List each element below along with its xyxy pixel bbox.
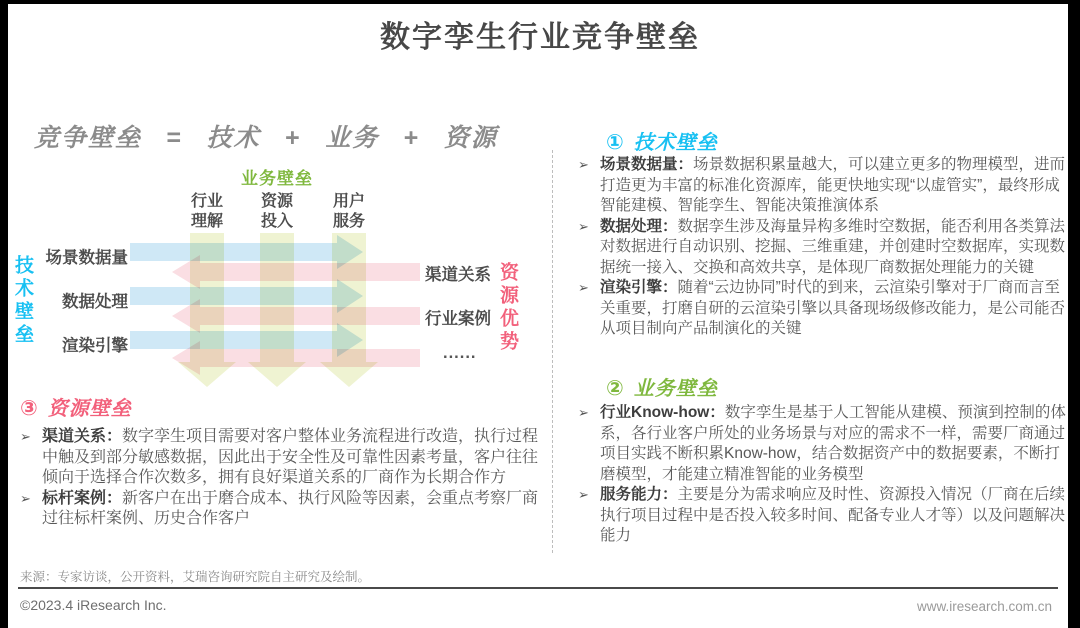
list-item-text bbox=[600, 403, 1072, 485]
source-note: 来源：专家访谈，公开资料，艾瑞咨询研究院自主研究及绘制。 bbox=[20, 570, 371, 584]
list-item-text bbox=[600, 155, 1072, 217]
arrow-bullet-icon: ➢ bbox=[578, 280, 589, 295]
list-item bbox=[578, 403, 1072, 485]
list-item bbox=[20, 427, 543, 489]
list-item-text bbox=[42, 489, 543, 530]
item-desc: 新客户在出于磨合成本、执行风险等因素，会重点考察厂商过往标杆案例、历史合作客户 bbox=[42, 489, 539, 527]
circled-number-2-icon: ② bbox=[606, 377, 625, 400]
list-item-text bbox=[600, 217, 1072, 279]
list-item bbox=[20, 489, 543, 530]
item-term: 场景数据量： bbox=[600, 156, 694, 173]
section-heading-resource-barrier bbox=[20, 392, 132, 421]
column-label-line: 投入 bbox=[260, 212, 293, 230]
vertical-dashed-divider bbox=[552, 150, 553, 553]
item-desc: 数字孪生是基于人工智能从建模、预演到控制的体系，各行业客户所处的业务场景与对应的需求不一样，需要厂商通过项目实践不断积累Know-how，结合数据资产中的数据要素，不断打磨模型，才能建立精准智能的业务模型 bbox=[600, 404, 1066, 483]
resource-row-label: 渠道关系 bbox=[425, 266, 491, 284]
business-barrier-label: 业务壁垒 bbox=[241, 169, 313, 188]
item-term: 标杆案例： bbox=[42, 489, 123, 507]
list-item-text bbox=[600, 485, 1072, 547]
column-label-line: 理解 bbox=[190, 212, 223, 230]
item-term: 渠道关系： bbox=[42, 428, 123, 445]
column-label-line: 行业 bbox=[190, 193, 223, 210]
item-term: 渲染引擎： bbox=[600, 279, 678, 296]
item-term: 行业Know-how： bbox=[600, 404, 725, 421]
formula-term: 业务 bbox=[325, 124, 380, 152]
plus-sign: + bbox=[403, 124, 420, 152]
column-label-industry-understanding bbox=[172, 192, 242, 231]
list-item-text bbox=[42, 427, 543, 489]
section-title: 资源壁垒 bbox=[47, 398, 132, 420]
item-term: 数据处理： bbox=[600, 217, 678, 235]
formula-term: 竞争壁垒 bbox=[34, 124, 143, 152]
section-heading-tech-barrier bbox=[606, 126, 718, 155]
page-border-left bbox=[0, 0, 8, 628]
formula-term: 技术 bbox=[206, 124, 261, 152]
page-title: 数字孪生行业竞争壁垒 bbox=[380, 21, 700, 54]
arrow-bullet-icon: ➢ bbox=[578, 157, 589, 172]
page-border-top bbox=[0, 0, 1080, 4]
equals-sign: = bbox=[166, 124, 183, 152]
column-label-line: 资源 bbox=[260, 193, 293, 210]
resource-barrier-list bbox=[20, 427, 543, 530]
list-item bbox=[578, 217, 1072, 279]
column-label-resource-investment bbox=[242, 192, 312, 231]
item-desc: 场景数据积累量越大，可以建立更多的物理模型，进而打造更为丰富的标准化资源库，能更快地实现“以虚管实”，最终形成智能建模、智能孪生、智能决策推演体系 bbox=[600, 156, 1066, 214]
resource-advantage-axis-label: 资源优势 bbox=[497, 262, 518, 354]
arrow-bullet-icon: ➢ bbox=[578, 218, 589, 234]
tech-barrier-axis-label: 技术壁垒 bbox=[12, 255, 33, 347]
list-item bbox=[578, 485, 1072, 547]
list-item bbox=[578, 155, 1072, 217]
tech-row-label: 数据处理 bbox=[62, 293, 128, 311]
tech-row-label: 场景数据量 bbox=[45, 249, 128, 267]
section-title: 业务壁垒 bbox=[633, 378, 718, 400]
column-label-line: 服务 bbox=[332, 212, 365, 230]
section-title: 技术壁垒 bbox=[633, 132, 718, 154]
column-label-user-service bbox=[314, 192, 384, 231]
arrow-bullet-icon: ➢ bbox=[20, 429, 31, 444]
item-desc: 随着“云边协同”时代的到来，云渲染引擎对于厂商而言至关重要，打磨自研的云渲染引擎以具备现场级修改能力，是公司能否从项目制向产品制演化的关键 bbox=[600, 279, 1066, 337]
circled-number-1-icon: ① bbox=[606, 131, 625, 154]
tech-barrier-list bbox=[578, 155, 1072, 340]
column-label-line: 用户 bbox=[332, 193, 365, 210]
arrow-bullet-icon: ➢ bbox=[578, 405, 589, 420]
item-term: 服务能力： bbox=[600, 486, 678, 503]
resource-row-label: ...... bbox=[443, 344, 477, 362]
footer-divider-line bbox=[18, 587, 1058, 589]
resource-row-label: 行业案例 bbox=[425, 310, 491, 328]
tech-row-label: 渲染引擎 bbox=[62, 337, 128, 355]
page-border-right bbox=[1068, 0, 1080, 628]
arrow-bullet-icon: ➢ bbox=[578, 487, 589, 502]
item-desc: 主要是分为需求响应及时性、资源投入情况（厂商在后续执行项目过程中是否投入较多时间、配备专业人才等）以及问题解决能力 bbox=[600, 486, 1066, 544]
business-barrier-list bbox=[578, 403, 1072, 547]
item-desc: 数字孪生项目需要对客户整体业务流程进行改造，执行过程中触及到部分敏感数据，因此出于安全性及可靠性因素考量，客户往往倾向于选择合作次数多，拥有良好渠道关系的厂商作为长期合作方 bbox=[42, 428, 539, 486]
list-item bbox=[578, 278, 1072, 340]
formula-term: 资源 bbox=[443, 124, 498, 152]
list-item-text bbox=[600, 278, 1072, 340]
section-heading-business-barrier bbox=[606, 372, 718, 401]
item-desc: 数据孪生涉及海量异构多维时空数据，能否利用各类算法对数据进行自动识别、挖掘、三维重建，并创建时空数据库，实现数据统一接入、交换和高效共享，是体现厂商数据处理能力的关键 bbox=[600, 217, 1066, 276]
plus-sign: + bbox=[284, 124, 302, 152]
circled-number-3-icon: ③ bbox=[20, 397, 39, 420]
arrow-bullet-icon: ➢ bbox=[20, 490, 31, 506]
website-url: www.iresearch.com.cn bbox=[916, 599, 1052, 614]
copyright-text: ©2023.4 iResearch Inc. bbox=[20, 597, 167, 613]
